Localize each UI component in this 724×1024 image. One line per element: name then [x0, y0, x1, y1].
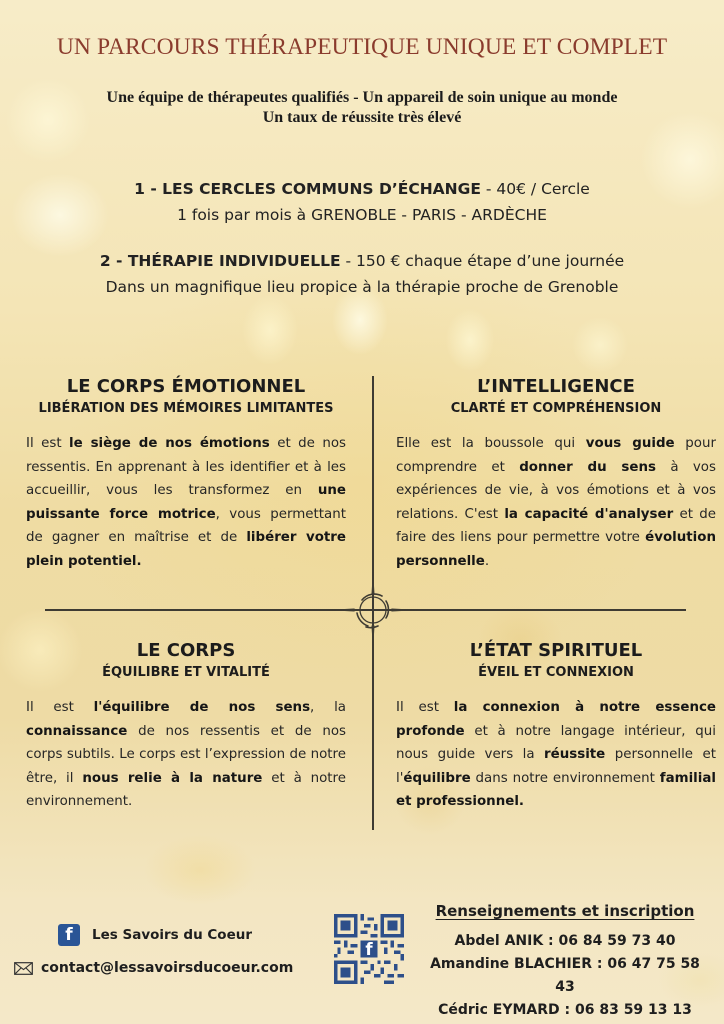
quadrant-title: L’ÉTAT SPIRITUEL [469, 640, 643, 661]
body-text: pour comprendre et [396, 436, 716, 475]
body-text: Elle est la boussole qui [396, 436, 586, 451]
emphasis-text: donner du sens [519, 459, 656, 475]
facebook-link[interactable] [58, 924, 252, 946]
emphasis-text: équilibre [403, 770, 471, 786]
email-link[interactable] [14, 960, 293, 976]
quadrant-subtitle: CLARTÉ ET COMPRÉHENSION [450, 401, 662, 416]
quadrant-intelligence [396, 376, 716, 573]
emphasis-text: connaissance [26, 723, 128, 739]
contact-line: Amandine BLACHIER : 06 47 75 58 43 [430, 956, 700, 995]
contact-line: Abdel ANIK : 06 84 59 73 40 [454, 933, 676, 949]
facebook-icon: f [58, 924, 80, 946]
body-text: , vous permettant de gagner en maîtrise et de [26, 506, 346, 545]
quadrant-body [26, 696, 346, 814]
emphasis-text: évolution personnelle [396, 530, 716, 569]
body-text: Il est [26, 436, 70, 451]
page-title: UN PARCOURS THÉRAPEUTIQUE UNIQUE ET COMPLET [56, 34, 668, 60]
quadrant-subtitle: ÉQUILIBRE ET VITALITÉ [102, 665, 270, 680]
offer-detail: 1 fois par mois à GRENOBLE - PARIS - ARDÈCHE [177, 206, 547, 224]
subtitle-line-1: Une équipe de thérapeutes qualifiés - Un appareil de soin unique au monde [106, 89, 618, 106]
body-text: personnelle et l' [396, 747, 716, 786]
quadrant-etat-spirituel [396, 640, 716, 814]
quadrant-title: L’INTELLIGENCE [477, 376, 635, 397]
emphasis-text: vous guide [585, 436, 675, 451]
email-label: contact@lessavoirsducoeur.com [41, 960, 294, 976]
emphasis-text: la connexion à notre essence profonde [396, 700, 717, 739]
contact-block [420, 900, 710, 1022]
quadrant-corps-emotionnel [26, 376, 346, 573]
quadrant-title: LE CORPS ÉMOTIONNEL [66, 376, 306, 397]
quadrant-corps [26, 640, 346, 814]
quadrant-subtitle: ÉVEIL ET CONNEXION [478, 665, 634, 680]
quadrant-title: LE CORPS [136, 640, 236, 661]
offer-detail: Dans un magnifique lieu propice à la thérapie proche de Grenoble [105, 278, 619, 296]
contact-heading: Renseignements et inscription [435, 902, 695, 920]
subtitle-line-2: Un taux de réussite très élevé [262, 109, 462, 126]
offer-name: 1 - LES CERCLES COMMUNS D’ÉCHANGE [134, 180, 481, 198]
facebook-label: Les Savoirs du Coeur [92, 927, 253, 943]
offer-price: - 40€ / Cercle [480, 180, 590, 198]
body-text: . [484, 553, 490, 569]
body-text: à vos expériences de vie, à vos émotions et à vos relations. C'est [396, 459, 716, 522]
emphasis-text: libérer votre plein potentiel. [26, 530, 346, 569]
offer-price: - 150 € chaque étape d’une journée [340, 252, 625, 270]
offer-name: 2 - THÉRAPIE INDIVIDUELLE [99, 252, 341, 270]
emphasis-text: la capacité d'analyser [504, 506, 674, 522]
quadrant-body [26, 432, 346, 573]
quadrant-subtitle: LIBÉRATION DES MÉMOIRES LIMITANTES [38, 401, 334, 416]
emphasis-text: le siège de nos émotions [69, 436, 270, 451]
body-text: et de nos ressentis. En apprenant à les identifier et à les accueillir, vous les transformez en [26, 436, 347, 498]
emphasis-text: nous relie à la nature [82, 770, 263, 786]
body-text: , la [310, 700, 346, 715]
offer-cercles [0, 176, 724, 228]
emphasis-text: familial et professionnel. [396, 770, 716, 809]
compass-ornament-icon [326, 570, 420, 650]
body-text: et de faire des liens pour permettre votre [396, 506, 716, 545]
contact-line: Cédric EYMARD : 06 83 59 13 13 [438, 1002, 692, 1018]
body-text: et à notre langage intérieur, qui nous guide vers la [396, 723, 716, 762]
emphasis-text: réussite [544, 747, 606, 762]
body-text: dans notre environnement [470, 770, 660, 786]
quadrant-body [396, 432, 716, 573]
quadrant-body [396, 696, 716, 814]
emphasis-text: l'équilibre de nos sens [93, 700, 311, 715]
body-text: de nos ressentis et de nos corps subtils. Le corps est l’expression de notre être, il [26, 723, 346, 786]
svg-text:f: f [365, 940, 373, 959]
envelope-icon [14, 962, 33, 975]
body-text: Il est [26, 700, 94, 715]
qr-code-icon[interactable] [334, 914, 404, 984]
page-subtitle [0, 88, 724, 128]
body-text: Il est [396, 700, 454, 715]
body-text: et à notre environnement. [26, 770, 347, 809]
offer-therapie-individuelle [0, 248, 724, 300]
emphasis-text: une puissante force motrice [26, 483, 346, 522]
